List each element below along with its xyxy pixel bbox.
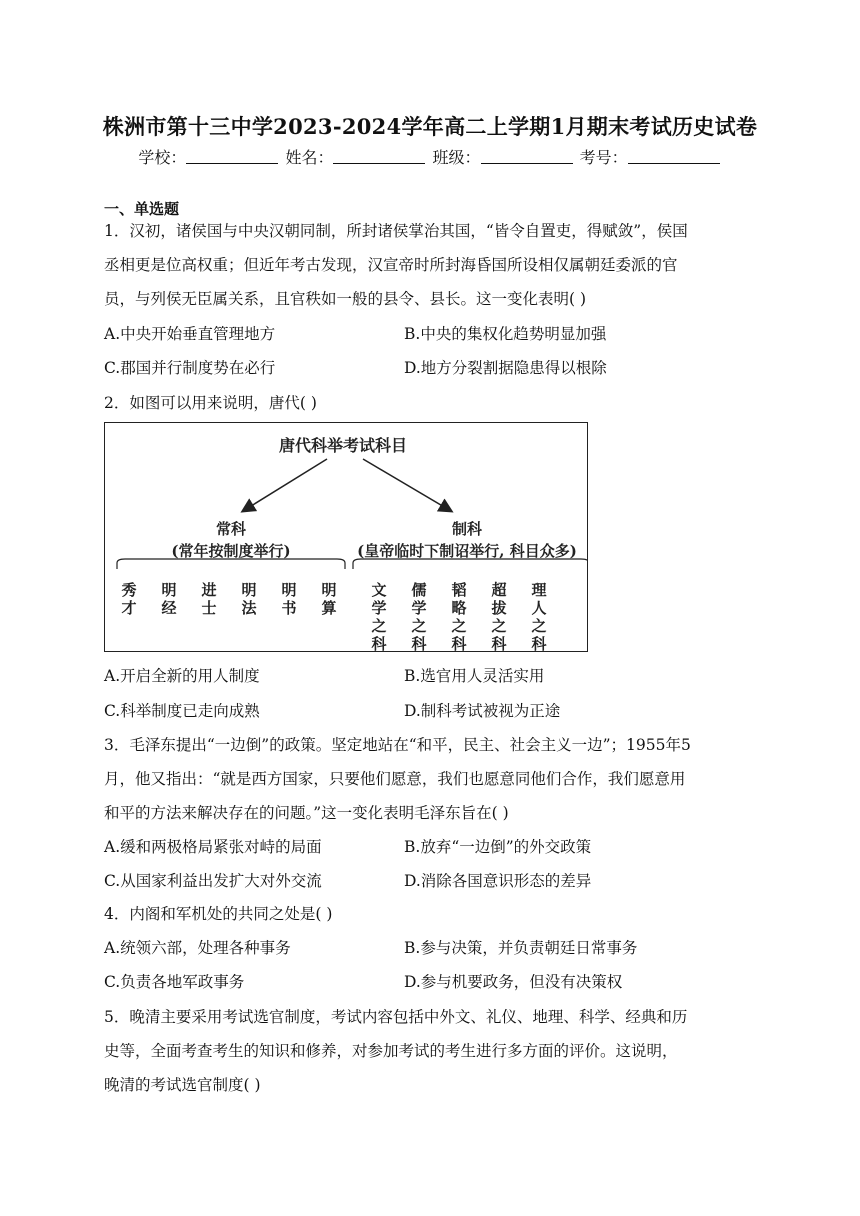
q3-option-a[interactable]: A.缓和两极格局紧张对峙的局面	[104, 838, 322, 856]
q4-option-a[interactable]: A.统领六部，处理各种事务	[104, 939, 291, 957]
left_items-item: 进士	[201, 581, 217, 617]
q1-option-b[interactable]: B.中央的集权化趋势明显加强	[404, 325, 607, 343]
q4-option-d[interactable]: D.参与机要政务，但没有决策权	[404, 973, 623, 991]
q3-line: 月，他又指出：“就是西方国家，只要他们愿意，我们也愿意同他们合作，我们愿意用	[104, 770, 686, 788]
right_items-item: 韬略之科	[451, 581, 467, 652]
name-label: 姓名：	[285, 148, 334, 167]
q4-line: 4．内阁和军机处的共同之处是( )	[104, 905, 333, 923]
name-blank[interactable]	[333, 148, 425, 164]
number-blank[interactable]	[628, 148, 720, 164]
left_items-item: 明经	[161, 581, 177, 617]
changke-subtitle: (常年按制度举行)	[171, 542, 291, 560]
changke-title: 常科	[215, 520, 247, 538]
q1-option-a[interactable]: A.中央开始垂直管理地方	[104, 325, 276, 343]
page-title: 株洲市第十三中学2023-2024学年高二上学期1月期末考试历史试卷	[102, 114, 758, 139]
changke-bracket	[117, 559, 345, 569]
zhike-title: 制科	[451, 520, 483, 538]
q2-option-d[interactable]: D.制科考试被视为正途	[404, 702, 561, 720]
class-blank[interactable]	[481, 148, 573, 164]
q2-option-a[interactable]: A.开启全新的用人制度	[104, 667, 260, 685]
q1-option-d[interactable]: D.地方分裂割据隐患得以根除	[404, 359, 607, 377]
q3-option-b[interactable]: B.放弃“一边倒”的外交政策	[404, 838, 592, 856]
left_items-item: 明书	[281, 581, 297, 617]
keju-subjects-diagram	[104, 422, 588, 652]
q4-option-c[interactable]: C.负责各地军政事务	[104, 973, 245, 991]
zhike-subjects	[370, 581, 547, 652]
q2-option-c[interactable]: C.科举制度已走向成熟	[104, 702, 260, 720]
school-blank[interactable]	[186, 148, 278, 164]
student-info-row	[0, 145, 860, 168]
school-label: 学校：	[138, 148, 187, 167]
arrow-to-zhike	[363, 459, 451, 511]
left_items-item: 明法	[241, 581, 257, 617]
left_items-item: 秀才	[121, 581, 137, 617]
q3-option-c[interactable]: C.从国家利益出发扩大对外交流	[104, 872, 322, 890]
q5-line: 史等，全面考查考生的知识和修养，对参加考试的考生进行多方面的评价。这说明，	[104, 1042, 678, 1060]
q1-line: 1．汉初，诸侯国与中央汉朝同制，所封诸侯掌治其国，“皆令自置吏，得赋敛”，侯国	[104, 222, 688, 240]
q2-line: 2．如图可以用来说明，唐代( )	[104, 394, 317, 412]
right_items-item: 文学之科	[371, 581, 387, 652]
q3-option-d[interactable]: D.消除各国意识形态的差异	[404, 872, 592, 890]
q3-line: 和平的方法来解决存在的问题。”这一变化表明毛泽东旨在( )	[104, 804, 509, 822]
q3-line: 3．毛泽东提出“一边倒”的政策。坚定地站在“和平，民主、社会主义一边”；1955年5	[104, 736, 691, 754]
number-label: 考号：	[579, 148, 628, 167]
q5-line: 5．晚清主要采用考试选官制度，考试内容包括中外文、礼仪、地理、科学、经典和历	[104, 1008, 688, 1026]
changke-subjects	[121, 581, 336, 617]
q4-option-b[interactable]: B.参与决策，并负责朝廷日常事务	[404, 939, 638, 957]
right_items-item: 理人之科	[531, 581, 547, 652]
left_items-item: 明算	[321, 581, 337, 617]
q2-option-b[interactable]: B.选官用人灵活实用	[404, 667, 545, 685]
class-label: 班级：	[432, 148, 481, 167]
zhike-bracket	[353, 559, 588, 569]
q1-line: 丞相更是位高权重；但近年考古发现，汉宣帝时所封海昏国所设相仅属朝廷委派的官	[104, 256, 678, 274]
arrow-to-changke	[243, 459, 327, 511]
diagram-root-label: 唐代科举考试科目	[278, 436, 408, 455]
section-heading: 一、单选题	[104, 200, 180, 218]
right_items-item: 儒学之科	[411, 581, 427, 652]
q1-line: 员，与列侯无臣属关系，且官秩如一般的县令、县长。这一变化表明( )	[104, 290, 587, 308]
q5-line: 晚清的考试选官制度( )	[104, 1076, 261, 1094]
q1-option-c[interactable]: C.郡国并行制度势在必行	[104, 359, 276, 377]
right_items-item: 超拔之科	[491, 581, 507, 652]
zhike-subtitle: (皇帝临时下制诏举行, 科目众多)	[357, 542, 577, 560]
